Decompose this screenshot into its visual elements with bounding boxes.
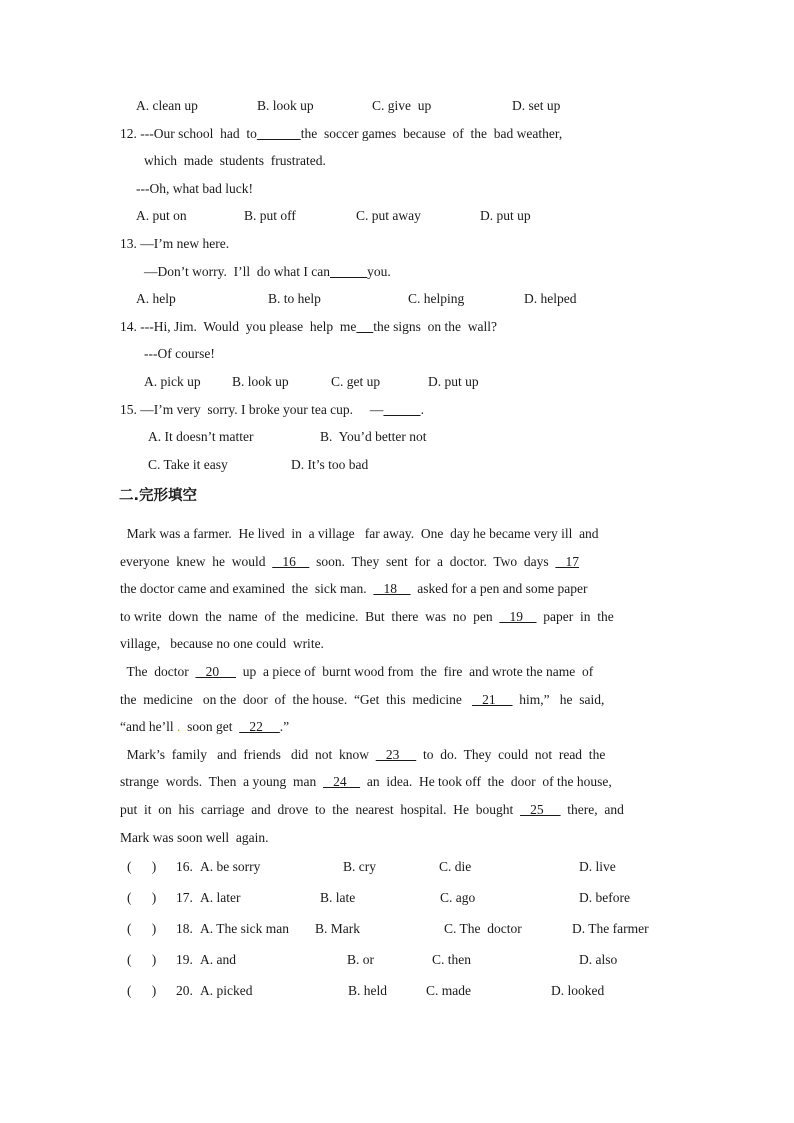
q14-option-a[interactable]: A. pick up [144,374,201,389]
choice-number: 19. [176,952,193,967]
q15-option-b[interactable]: B. You’d better not [320,429,427,444]
q15-option-a[interactable]: A. It doesn’t matter [148,429,254,444]
passage-line: everyone knew he would 16 soon. They sent for a doctor. Two days 17 [120,554,579,569]
q15-option-d[interactable]: D. It’s too bad [291,457,369,472]
q13-stem-line1: 13. —I’m new here. [120,236,230,251]
q13-option-a[interactable]: A. help [136,291,176,306]
q11-options [0,97,794,115]
choice-19-b[interactable]: B. or [347,952,374,967]
choice-17-c[interactable]: C. ago [440,890,476,905]
q13-stem-line2: —Don’t worry. I’ll do what I can you. [144,264,391,279]
q12-option-d[interactable]: D. put up [480,208,531,223]
q12-number: 12. [120,126,137,141]
choice-20-a[interactable]: A. picked [200,983,253,998]
choice-16-c[interactable]: C. die [439,859,472,874]
section-title: 二.完形填空 [119,488,198,504]
choice-row-20 [0,982,794,1000]
q13-option-d[interactable]: D. helped [524,291,577,306]
choice-17-d[interactable]: D. before [579,890,630,905]
q11-option-a[interactable]: A. clean up [136,98,198,113]
choice-number: 16. [176,859,193,874]
passage-line: strange words. Then a young man 24 an idea. He took off the door of the house, [120,774,612,789]
q15-option-c[interactable]: C. Take it easy [148,457,228,472]
choice-17-a[interactable]: A. later [200,890,241,905]
choice-16-b[interactable]: B. cry [343,859,376,874]
blank-16[interactable]: 16 [272,554,310,569]
answer-paren[interactable]: ( ) [127,952,157,967]
choice-18-b[interactable]: B. Mark [315,921,360,936]
choice-number: 17. [176,890,193,905]
q15-options-row1 [0,428,794,446]
q11-option-b[interactable]: B. look up [257,98,314,113]
choice-19-a[interactable]: A. and [200,952,236,967]
choice-20-d[interactable]: D. looked [551,983,605,998]
q12-stem-line1: 12. ---Our school had to the soccer games because of the bad weather, [120,126,563,141]
choice-row-18 [0,920,794,938]
passage-line: village, because no one could write. [120,636,324,651]
stray-dot: . [173,719,184,734]
passage-line: Mark’s family and friends did not know 23 to do. They could not read the [120,747,606,762]
choice-18-a[interactable]: A. The sick man [200,921,289,936]
q11-option-c[interactable]: C. give up [372,98,432,113]
q15-blank[interactable] [383,402,420,417]
blank-21[interactable]: 21 [472,692,513,707]
q13-option-b[interactable]: B. to help [268,291,321,306]
choice-19-c[interactable]: C. then [432,952,471,967]
passage-line: the doctor came and examined the sick man. 18 asked for a pen and some paper [120,581,588,596]
q15-stem-line1: 15. —I’m very sorry. I broke your tea cup. — . [120,402,424,417]
passage-line: “and he’ll . soon get 22 .” [120,719,290,734]
choice-number: 18. [176,921,193,936]
passage-line: to write down the name of the medicine. But there was no pen 19 paper in the [120,609,614,624]
q11-option-d[interactable]: D. set up [512,98,561,113]
q12-option-c[interactable]: C. put away [356,208,421,223]
q14-option-b[interactable]: B. look up [232,374,289,389]
q12-blank[interactable] [257,126,301,141]
q12-reply: ---Oh, what bad luck! [136,181,253,196]
blank-18[interactable]: 18 [373,581,411,596]
answer-paren[interactable]: ( ) [127,983,157,998]
answer-paren[interactable]: ( ) [127,890,157,905]
q13-option-c[interactable]: C. helping [408,291,465,306]
choice-18-d[interactable]: D. The farmer [572,921,649,936]
passage-line: The doctor 20 up a piece of burnt wood from the fire and wrote the name of [120,664,594,679]
q15-number: 15. [120,402,137,417]
q14-option-d[interactable]: D. put up [428,374,479,389]
q14-number: 14. [120,319,137,334]
q12-option-a[interactable]: A. put on [136,208,187,223]
q14-options [0,373,794,391]
q14-stem-line1: 14. ---Hi, Jim. Would you please help me the signs on the wall? [120,319,497,334]
blank-24[interactable]: 24 [322,774,361,789]
q14-option-c[interactable]: C. get up [331,374,381,389]
choice-19-d[interactable]: D. also [579,952,618,967]
choice-18-c[interactable]: C. The doctor [444,921,522,936]
choice-16-a[interactable]: A. be sorry [200,859,261,874]
blank-17[interactable]: 17 [555,554,579,569]
choice-16-d[interactable]: D. live [579,859,616,874]
blank-19[interactable]: 19 [499,609,537,624]
q12-option-b[interactable]: B. put off [244,208,296,223]
choice-20-c[interactable]: C. made [426,983,471,998]
blank-25[interactable]: 25 [520,802,561,817]
passage-line: put it on his carriage and drove to the nearest hospital. He bought 25 there, and [120,802,624,817]
passage-line: Mark was a farmer. He lived in a village far away. One day he became very ill and [120,526,599,541]
q12-stem-line2: which made students frustrated. [144,153,326,168]
choice-20-b[interactable]: B. held [348,983,387,998]
answer-paren[interactable]: ( ) [127,859,157,874]
q14-reply: ---Of course! [144,346,215,361]
passage-line: Mark was soon well again. [120,830,269,845]
choice-17-b[interactable]: B. late [320,890,356,905]
choice-row-17 [0,889,794,907]
answer-paren[interactable]: ( ) [127,921,157,936]
q14-blank[interactable] [356,319,373,334]
passage-line: the medicine on the door of the house. “Get this medicine 21 him,” he said, [120,692,605,707]
choice-row-19 [0,951,794,969]
q13-number: 13. [120,236,137,251]
q13-blank[interactable] [330,264,367,279]
blank-22[interactable]: 22 [239,719,280,734]
blank-20[interactable]: 20 [195,664,236,679]
choice-row-16 [0,858,794,876]
choice-number: 20. [176,983,193,998]
q15-options-row2 [0,456,794,474]
q13-options [0,290,794,308]
blank-23[interactable]: 23 [375,747,417,762]
q12-options [0,207,794,225]
